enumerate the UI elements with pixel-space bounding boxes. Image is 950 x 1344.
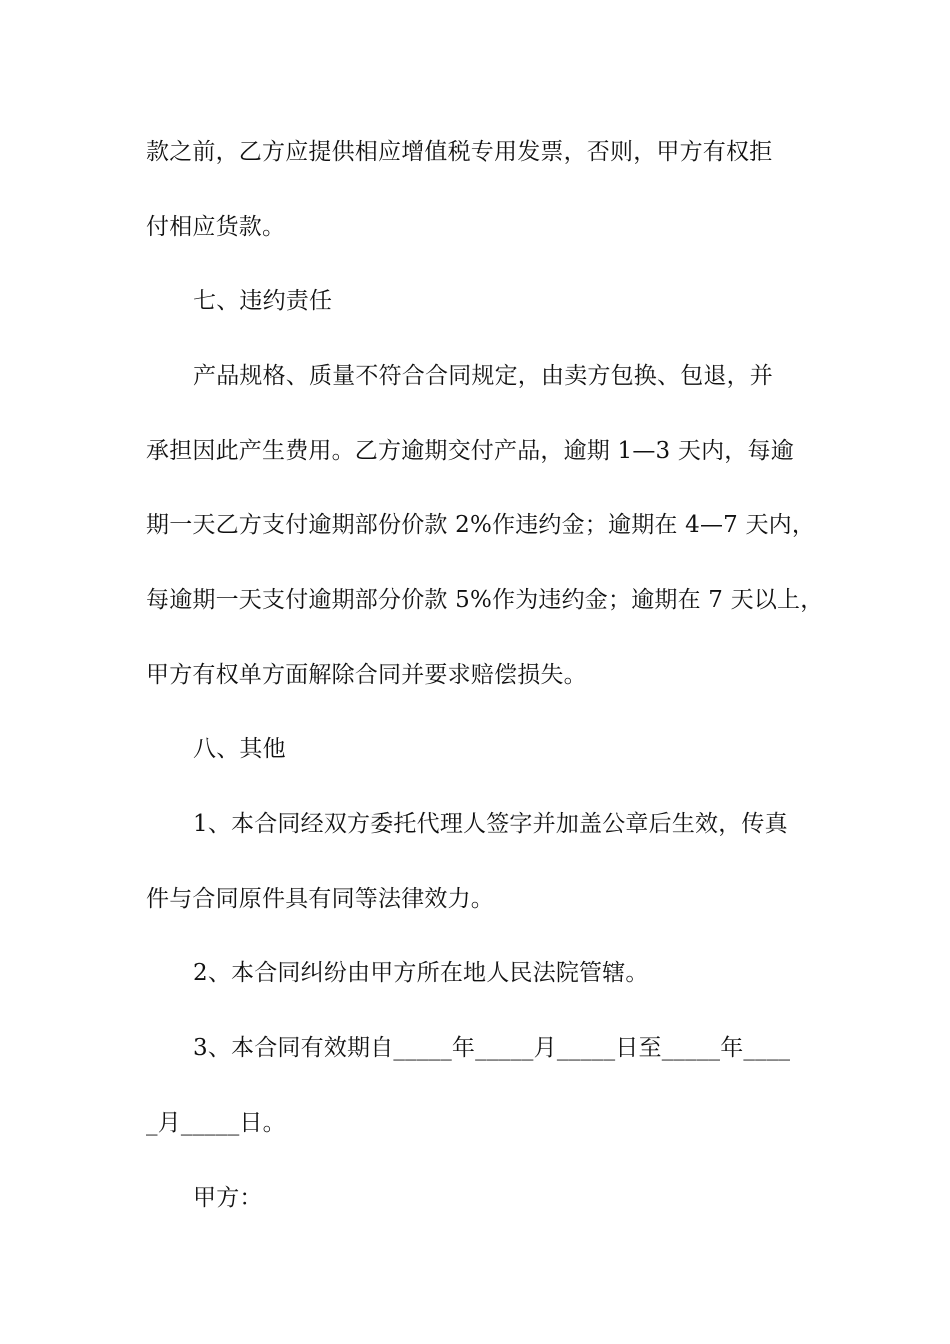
section-heading-breach: 七、违约责任 xyxy=(193,288,333,314)
paragraph-line-11: 件与合同原件具有同等法律效力。 xyxy=(146,886,494,912)
paragraph-line-6: 期一天乙方支付逾期部份价款 2%作违约金；逾期在 4—7 天内， xyxy=(146,512,816,538)
paragraph-line-8: 甲方有权单方面解除合同并要求赔偿损失。 xyxy=(146,662,587,688)
paragraph-line-12: 2、本合同纠纷由甲方所在地人民法院管辖。 xyxy=(193,960,649,986)
paragraph-line-2: 付相应货款。 xyxy=(146,214,286,240)
paragraph-line-10: 1、本合同经双方委托代理人签字并加盖公章后生效，传真 xyxy=(193,811,788,837)
paragraph-line-4: 产品规格、质量不符合合同规定，由卖方包换、包退，并 xyxy=(193,363,773,389)
party-a-label: 甲方： xyxy=(193,1185,263,1211)
paragraph-line-14: _月_____日。 xyxy=(146,1110,286,1136)
paragraph-line-1: 款之前，乙方应提供相应增值税专用发票，否则，甲方有权拒 xyxy=(146,139,773,165)
paragraph-line-13: 3、本合同有效期自_____年_____月_____日至_____年____ xyxy=(193,1035,791,1061)
paragraph-line-7: 每逾期一天支付逾期部分价款 5%作为违约金；逾期在 7 天以上， xyxy=(146,587,824,613)
paragraph-line-5: 承担因此产生费用。乙方逾期交付产品，逾期 1—3 天内，每逾 xyxy=(146,438,794,464)
section-heading-other: 八、其他 xyxy=(193,736,286,762)
